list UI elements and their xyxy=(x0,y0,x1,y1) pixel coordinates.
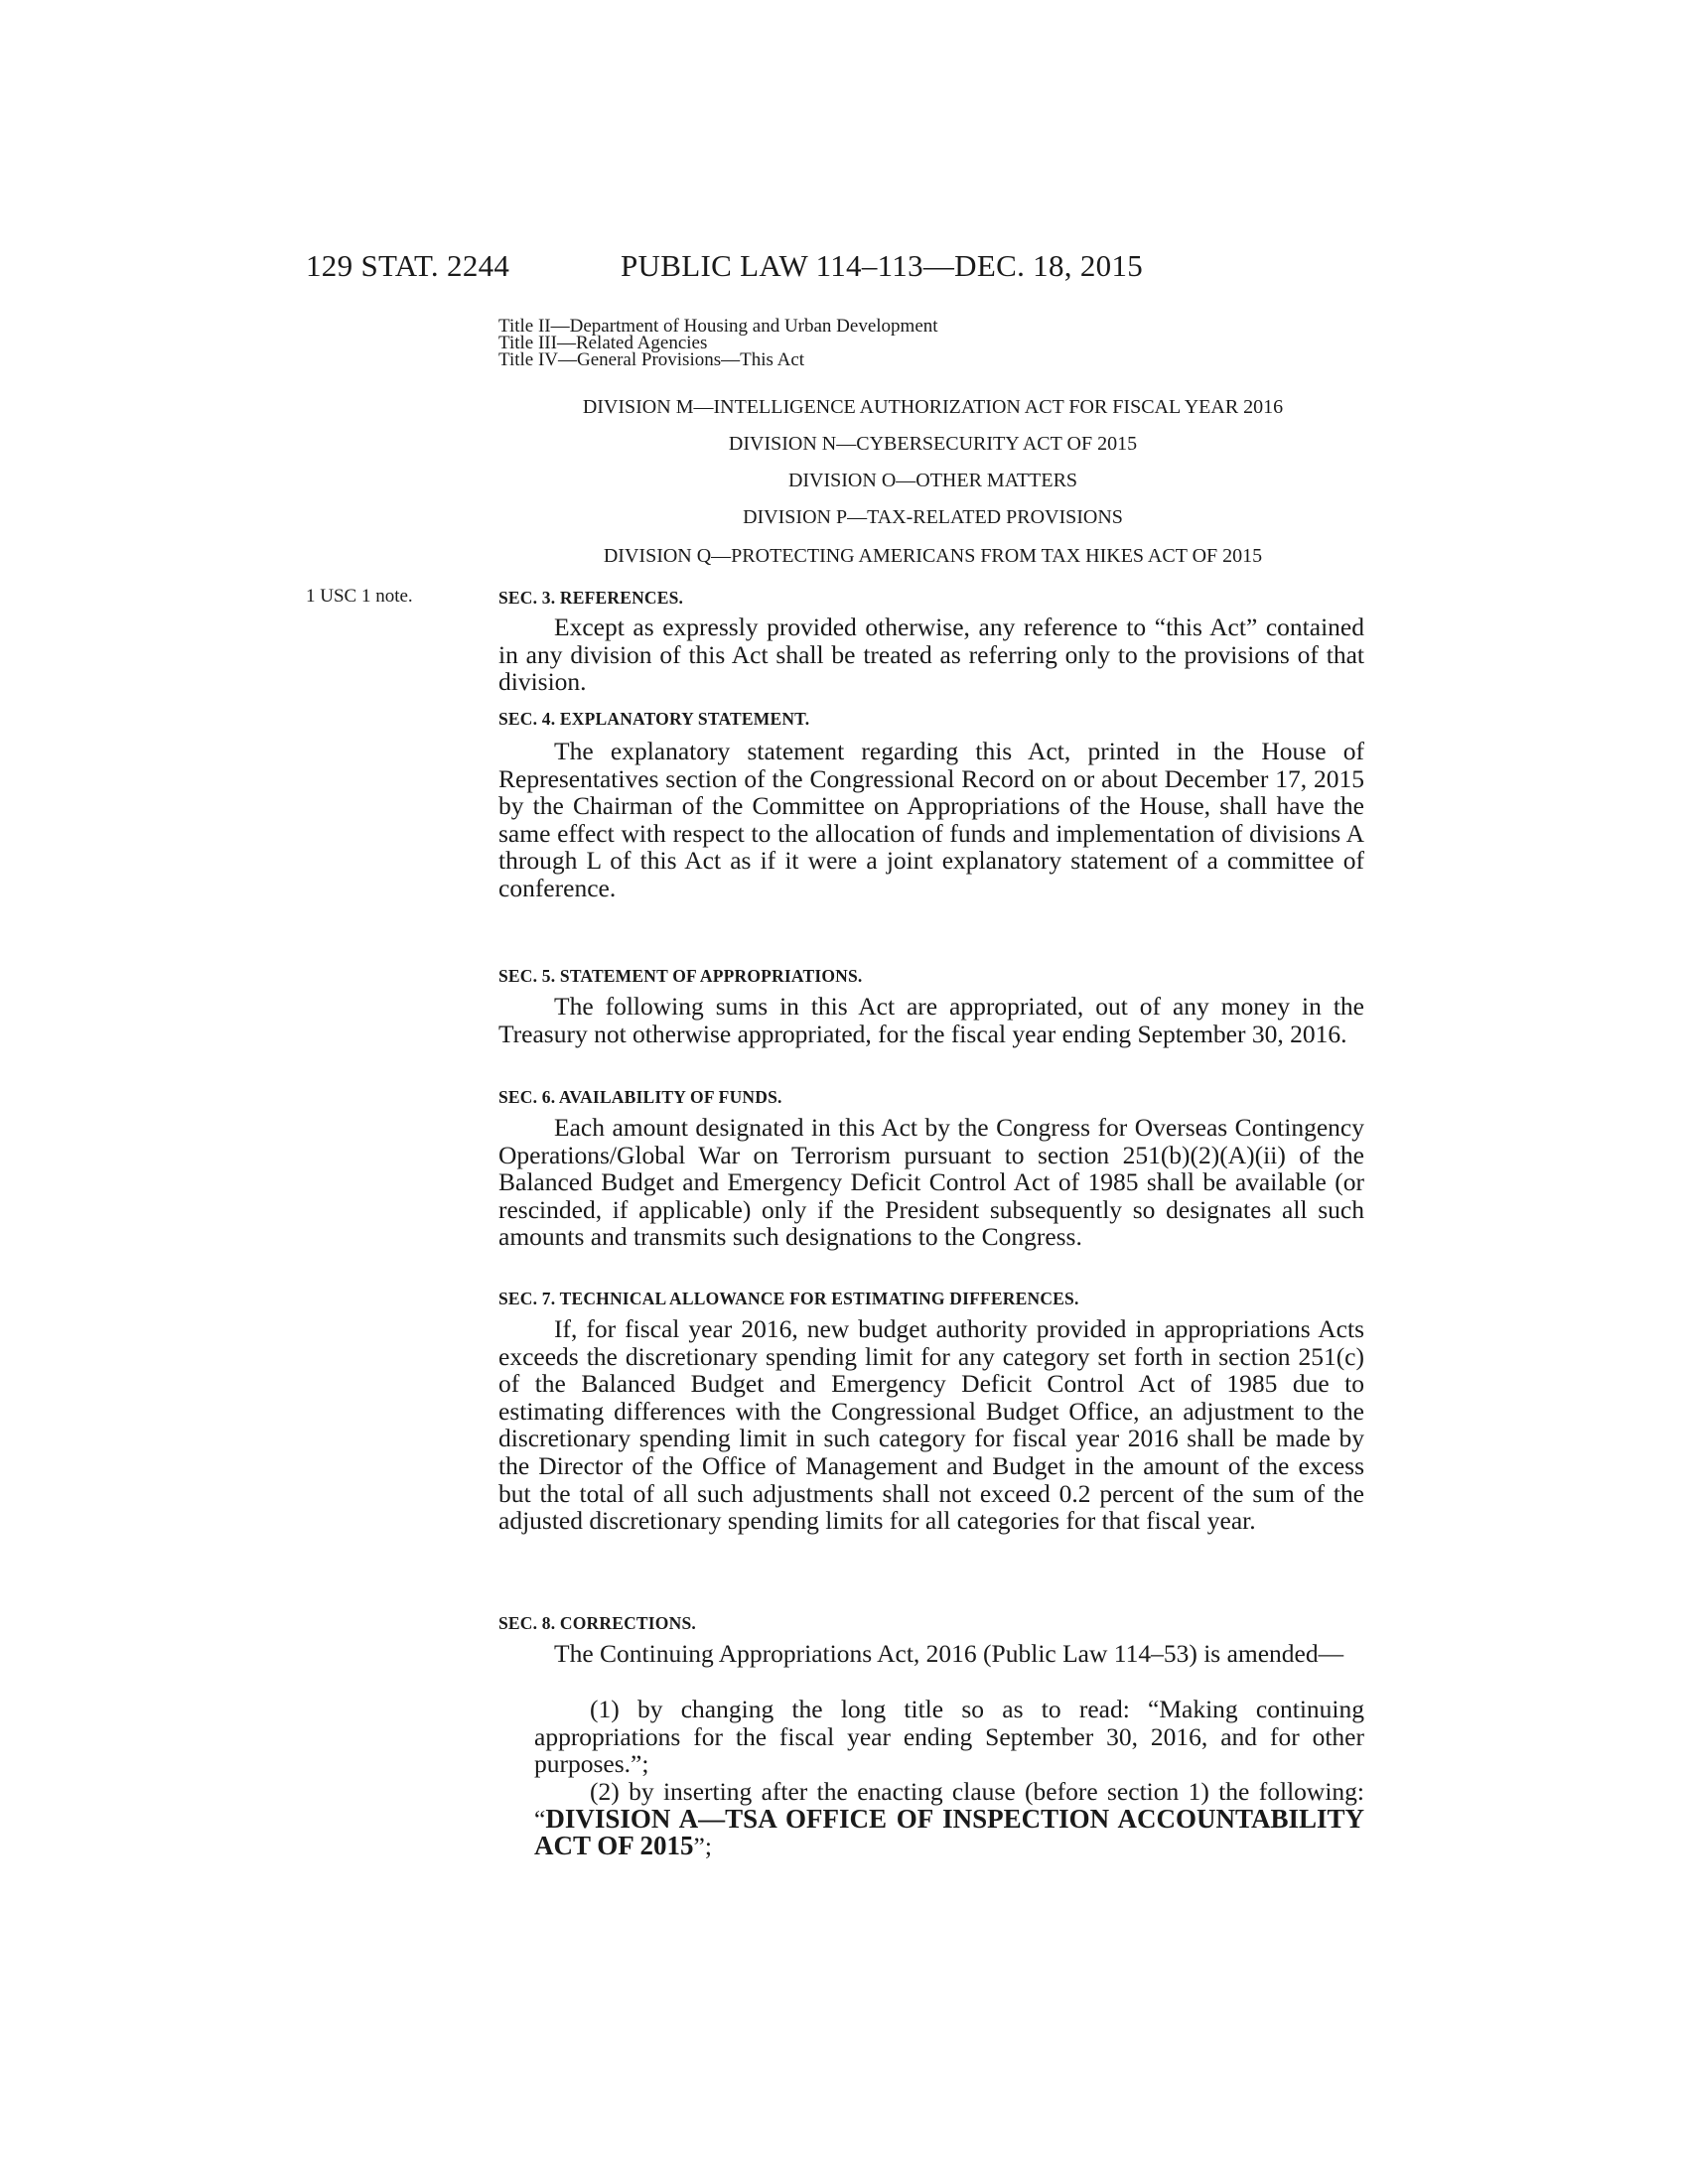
division-m-heading: DIVISION M—INTELLIGENCE AUTHORIZATION ACT FOR FISCAL YEAR 2016 xyxy=(582,396,1284,418)
section-8-body: The Continuing Appropriations Act, 2016 (Public Law 114–53) is amended— xyxy=(554,1639,1344,1668)
section-8-item-2-tail: ”; xyxy=(693,1832,712,1861)
section-3-heading: SEC. 3. REFERENCES. xyxy=(498,588,684,608)
toc-line: Title II—Department of Housing and Urban Development xyxy=(498,316,938,337)
section-8-item-1-text: (1) by changing the long title so as to read: “Making continuing appropriations for the fiscal year ending September 30, 2016, and for other purposes.”; xyxy=(534,1695,1364,1779)
section-8-item-2-lead: (2) by inserting after the enacting clause (before section 1) the following: “ xyxy=(534,1777,1364,1834)
section-3-text xyxy=(498,614,1364,696)
section-6-heading: SEC. 6. AVAILABILITY OF FUNDS. xyxy=(498,1087,782,1107)
table-of-contents-fragment xyxy=(498,318,938,368)
section-7-body: If, for fiscal year 2016, new budget authority provided in appropriations Acts exceeds the discretionary spending limit for any category set forth in section 251(c) of the Balanced Budget and Emergency Deficit Control Act of 1985 due to estimating differences with the Congressional Budget Office, an adjustment to the discretionary spending limit in such category for fiscal year 2016 shall be made by the Director of the Office of Management and Budget in the amount of the excess but the total of all such adjustments shall not exceed 0.2 percent of the sum of the adjusted discretionary spending limits for all categories for that fiscal year. xyxy=(498,1314,1364,1536)
division-o-heading: DIVISION O—OTHER MATTERS xyxy=(787,470,1078,491)
section-8-item-2 xyxy=(534,1778,1364,1860)
page-running-title: PUBLIC LAW 114–113—DEC. 18, 2015 xyxy=(621,248,1144,283)
statute-page-number: 129 STAT. 2244 xyxy=(306,248,510,283)
toc-line: Title III—Related Agencies xyxy=(498,333,708,353)
section-4-heading: SEC. 4. EXPLANATORY STATEMENT. xyxy=(498,709,810,729)
toc-line: Title IV—General Provisions—This Act xyxy=(498,349,805,370)
section-8-item-1 xyxy=(534,1696,1364,1778)
section-6-body: Each amount designated in this Act by the Congress for Overseas Contingency Operations/Global War on Terrorism pursuant to section 251(b)(2)(A)(ii) of the Balanced Budget and Emergency Deficit Control Act of 1985 shall be available (or rescinded, if applicable) only if the President subsequently so designates all such amounts and transmits such designations to the Congress. xyxy=(498,1113,1364,1252)
division-q-heading: DIVISION Q—PROTECTING AMERICANS FROM TAX HIKES ACT OF 2015 xyxy=(603,545,1263,567)
section-4-body: The explanatory statement regarding this Act, printed in the House of Representatives section of the Congressional Record on or about December 17, 2015 by the Chairman of the Committee on Appropriations of the House, shall have the same effect with respect to the allocation of funds and implementation of divisions A through L of this Act as if it were a joint explanatory statement of a committee of conference. xyxy=(498,737,1364,902)
section-8-item-2-text xyxy=(534,1778,1364,1860)
margin-note: 1 USC 1 note. xyxy=(306,586,413,607)
section-6-text xyxy=(498,1114,1364,1251)
division-a-title: DIVISION A—TSA OFFICE OF INSPECTION ACCOUNTABILITY ACT OF 2015 xyxy=(534,1803,1364,1861)
section-7-heading: SEC. 7. TECHNICAL ALLOWANCE FOR ESTIMATING DIFFERENCES. xyxy=(498,1289,1079,1308)
section-8-text xyxy=(498,1640,1364,1668)
section-7-text xyxy=(498,1315,1364,1535)
section-4-text xyxy=(498,738,1364,902)
section-5-heading: SEC. 5. STATEMENT OF APPROPRIATIONS. xyxy=(498,966,863,986)
section-5-body: The following sums in this Act are appropriated, out of any money in the Treasury not otherwise appropriated, for the fiscal year ending September 30, 2016. xyxy=(498,992,1364,1048)
section-5-text xyxy=(498,993,1364,1047)
division-n-heading: DIVISION N—CYBERSECURITY ACT OF 2015 xyxy=(728,433,1138,455)
section-8-heading: SEC. 8. CORRECTIONS. xyxy=(498,1613,696,1633)
division-p-heading: DIVISION P—TAX-RELATED PROVISIONS xyxy=(743,506,1123,528)
section-3-body: Except as expressly provided otherwise, any reference to “this Act” contained in any division of this Act shall be treated as referring only to the provisions of that division. xyxy=(498,613,1364,697)
